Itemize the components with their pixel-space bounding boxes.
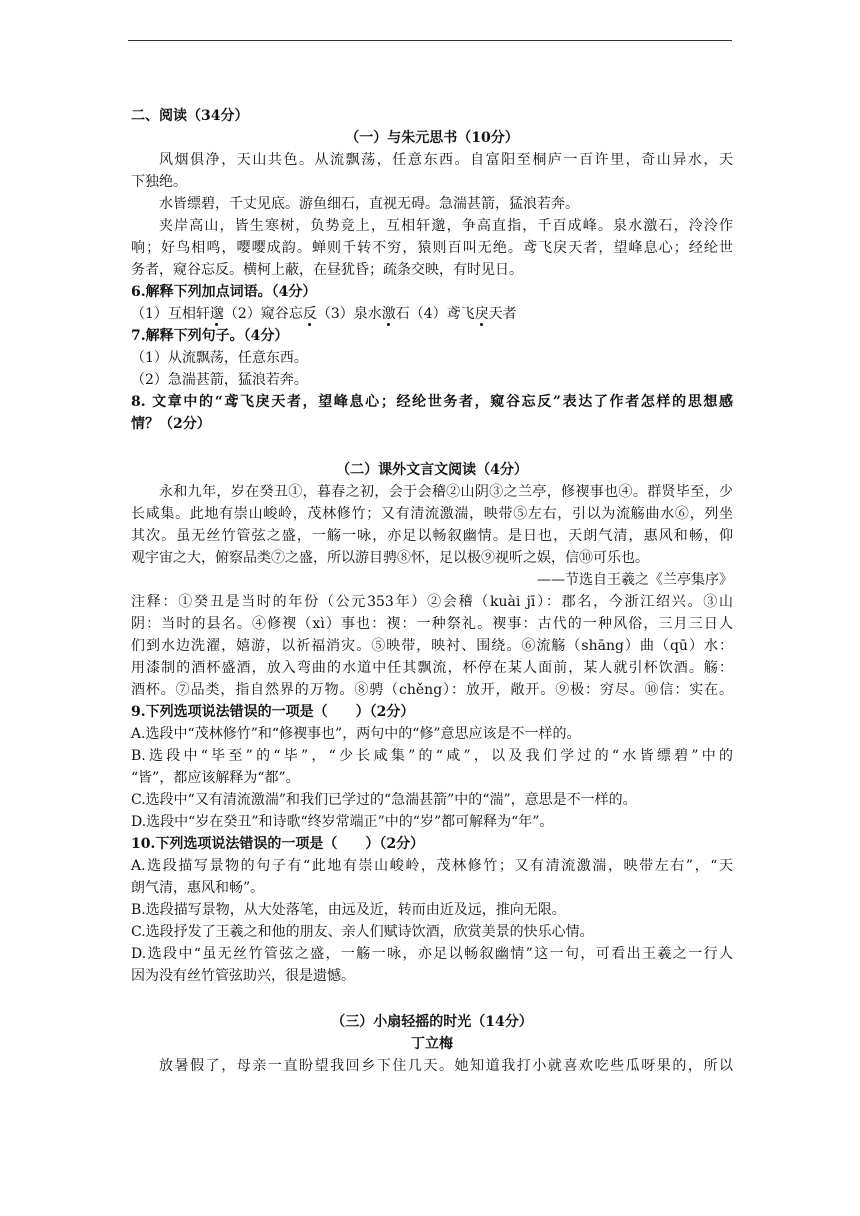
part2-passage-line3: 其次。虽无丝竹管弦之盛，一觞一咏，亦足以畅叙幽情。是日也，天朗气清，惠风和畅，仰 — [131, 528, 733, 544]
q6-item1-prefix: （1）互相轩 — [131, 306, 210, 322]
q6-item3-dotted: 激 — [381, 306, 396, 322]
question-6: 6.解释下列加点词语。（4分） — [131, 284, 317, 300]
q10-option-d-line2: 因为没有丝竹管弦助兴，很是遗憾。 — [131, 968, 355, 984]
part2-notes-line4: 用漆制的酒杯盛酒，放入弯曲的水道中任其飘流，杯停在某人面前，某人就引杯饮酒。觞： — [131, 660, 733, 676]
q10-option-c: C.选段抒发了王羲之和他的朋友、亲人们赋诗饮酒，欣赏美景的快乐心情。 — [131, 924, 594, 940]
q6-item3-suffix: 石 — [395, 306, 410, 322]
q9-option-c: C.选段中“又有清流激湍”和我们已学过的“急湍甚箭”中的“湍”，意思是不一样的。 — [131, 792, 637, 808]
part1-p3-line1: 夹岸高山，皆生寒树，负势竞上，互相轩邈，争高直指，千百成峰。泉水激石，泠泠作 — [159, 218, 733, 234]
part1-p3-line3: 务者，窥谷忘反。横柯上蔽，在昼犹昏；疏条交映，有时见日。 — [131, 262, 523, 278]
section-title: 二、阅读（34分） — [131, 108, 249, 124]
question-7-item1: （1）从流飘荡，任意东西。 — [131, 350, 308, 366]
q9-option-b-line2: “皆”，都应该解释为“都”。 — [131, 770, 300, 786]
q6-item1-dotted: 邈 — [209, 306, 224, 322]
part1-p3-line2: 响；好鸟相鸣，嘤嘤成韵。蝉则千转不穷，猿则百叫无绝。鸢飞戾天者，望峰息心；经纶世 — [131, 240, 733, 256]
part1-p2-line1: 水皆缥碧，千丈见底。游鱼细石，直视无碍。急湍甚箭，猛浪若奔。 — [159, 196, 579, 212]
question-7: 7.解释下列句子。（4分） — [131, 328, 289, 344]
part2-passage-line2: 长咸集。此地有崇山峻岭，茂林修竹；又有清流激湍，映带⑤左右，引以为流觞曲水⑥，列坐 — [131, 506, 733, 522]
q6-item2-prefix: （2）窥谷忘 — [223, 306, 303, 322]
part2-source: ——节选自王羲之《兰亭集序》 — [537, 572, 733, 588]
part2-notes-line2: 阴：当时的县名。④修褉（xì）事也：褉：一种祭礼。褉事：古代的一种风俗，三月三日人 — [131, 616, 733, 632]
part2-notes-line5: 酒杯。⑦品类，指自然界的万物。⑧骋（chěng）：放开，敞开。⑨极：穷尽。⑩信：实在。 — [131, 682, 733, 698]
part1-p1-line1: 风烟俱净，天山共色。从流飘荡，任意东西。自富阳至桐庐一百许里，奇山异水，天 — [159, 152, 733, 168]
part2-title: （二）课外文言文阅读（4分） — [336, 462, 528, 478]
q9-option-a: A.选段中“茂林修竹”和“修褉事也”，两句中的“修”意思应该是不一样的。 — [131, 726, 581, 742]
question-7-item2: （2）急湍甚箭，猛浪若奔。 — [131, 372, 308, 388]
q10-option-d-line1: D.选段中“虽无丝竹管弦之盛，一觞一咏，亦足以畅叙幽情”这一句，可看出王羲之一行人 — [131, 946, 733, 962]
question-9: 9.下列选项说法错误的一项是（ ）（2分） — [131, 704, 415, 720]
part2-passage-line1: 永和九年，岁在癸丑①，暮春之初，会于会稽②山阴③之兰亭，修褉事也④。群贤毕至，少 — [159, 484, 733, 500]
q9-option-d: D.选段中“岁在癸丑”和诗歌“终岁常端正”中的“岁”都可解释为“年”。 — [131, 814, 554, 830]
q6-item4-prefix: （4）鸢飞 — [409, 306, 475, 322]
part1-title: （一）与朱元思书（10分） — [345, 130, 519, 146]
part3-p1-line1: 放暑假了，母亲一直盼望我回乡下住几天。她知道我打小就喜欢吃些瓜呀果的，所以 — [159, 1058, 733, 1074]
part1-p1-line2: 下独绝。 — [131, 174, 187, 190]
q10-option-b: B.选段描写景物，从大处落笔，由远及近，转而由近及远，推向无限。 — [131, 902, 566, 918]
q6-item4-suffix: 天者 — [488, 306, 517, 322]
q10-option-a-line2: 朗气清，惠风和畅”。 — [131, 880, 265, 896]
part3-title: （三）小扇轻摇的时光（14分） — [331, 1014, 533, 1030]
q9-option-b-line1: B.选段中“毕至”的“毕”，“少长咸集”的“咸”，以及我们学过的“水皆缥碧”中的 — [131, 748, 733, 764]
q6-item4-dotted: 戾 — [474, 306, 489, 322]
part3-author: 丁立梅 — [411, 1036, 453, 1052]
q6-item2-dotted: 反 — [302, 306, 317, 322]
part2-notes-line1: 注释：①癸丑是当时的年份（公元353年）②会稽（kuài jī）：郡名，今浙江绍兴。③山 — [131, 594, 733, 610]
q6-item3-prefix: （3）泉水 — [316, 306, 382, 322]
part2-passage-line4: 观宇宙之大，俯察品类⑦之盛，所以游目骋⑧怀，足以极⑨视听之娱，信⑩可乐也。 — [131, 550, 649, 566]
question-10: 10.下列选项说法错误的一项是（ ）（2分） — [131, 836, 425, 852]
q10-option-a-line1: A.选段描写景物的句子有“此地有崇山峻岭，茂林修竹；又有清流激湍，映带左右”，“天 — [131, 858, 733, 874]
question-8-line1: 8. 文章中的“鸢飞戾天者，望峰息心；经纶世务者，窥谷忘反”表达了作者怎样的思想感 — [131, 394, 733, 410]
header-rule — [128, 40, 732, 41]
document-page — [131, 105, 733, 1077]
question-6-items — [131, 303, 733, 325]
part2-notes-line3: 们到水边洗濯，嬉游，以祈福消灾。⑤映带，映衬、围绕。⑥流觞（shāng）曲（qū）水： — [131, 638, 733, 654]
question-8-line2: 情？（2分） — [131, 416, 211, 432]
